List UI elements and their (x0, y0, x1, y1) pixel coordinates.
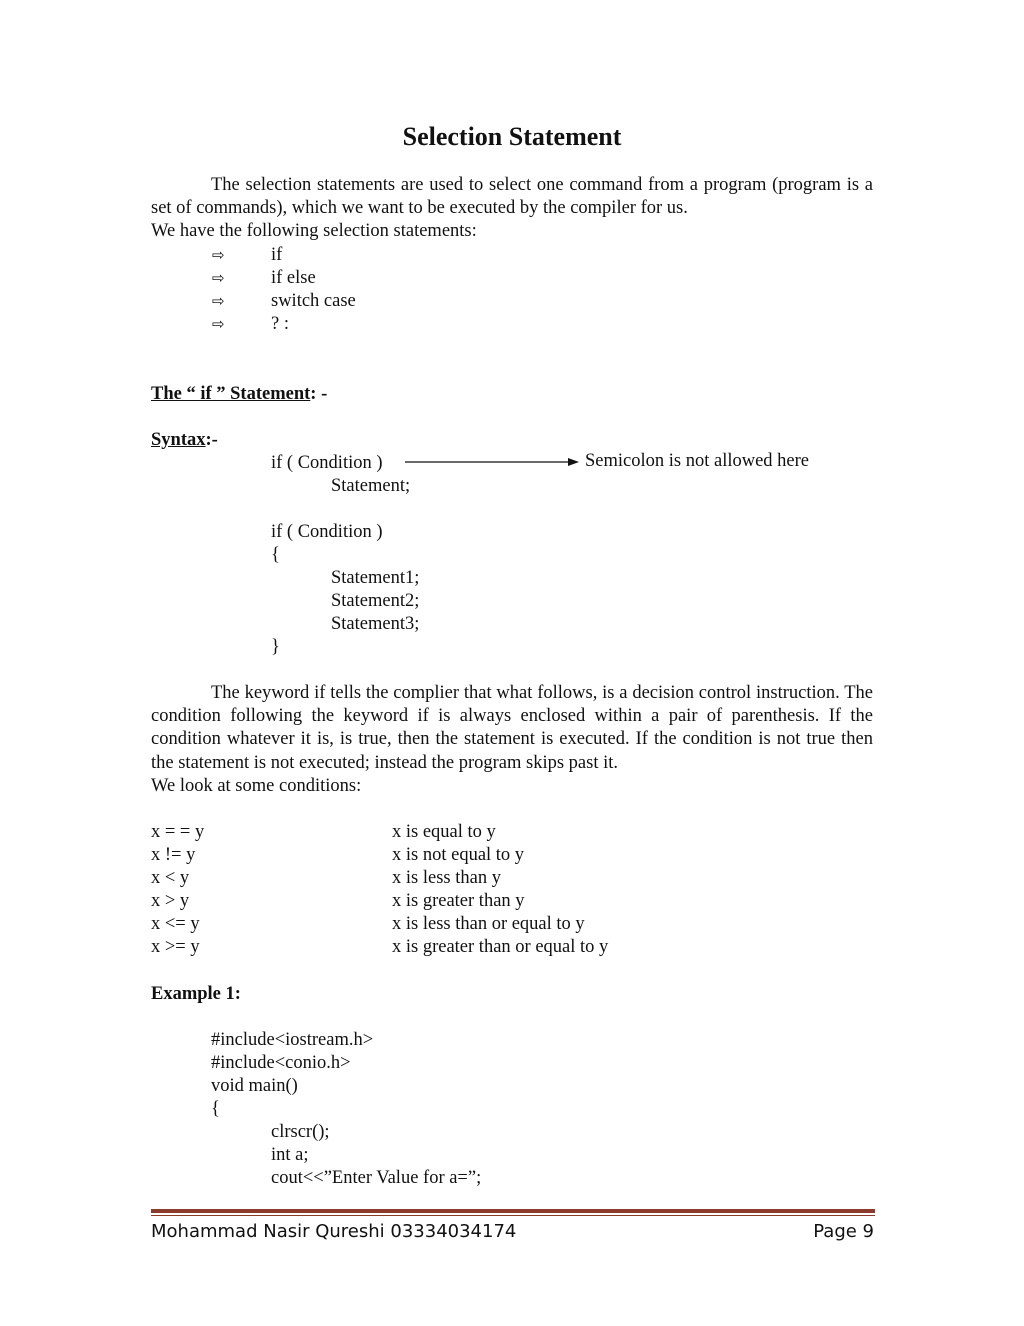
syntax-line: if ( Condition ) (271, 522, 383, 542)
footer-author: Mohammad Nasir Qureshi 03334034174 (151, 1221, 517, 1242)
condition-meaning: x is greater than y (392, 891, 525, 911)
condition-expr: x < y (151, 868, 190, 888)
code-line: #include<iostream.h> (211, 1030, 374, 1050)
syntax-line: Statement2; (331, 591, 420, 611)
right-arrow-icon: ⇨ (212, 315, 225, 333)
syntax-line: } (271, 637, 280, 657)
syntax-line: Statement3; (331, 614, 420, 634)
condition-meaning: x is less than or equal to y (392, 914, 585, 934)
condition-meaning: x is greater than or equal to y (392, 937, 609, 957)
footer-rule (151, 1209, 875, 1213)
syntax-line: Statement; (331, 476, 411, 496)
list-item: ? : (271, 314, 289, 334)
condition-expr: x = = y (151, 822, 205, 842)
syntax-line: Statement1; (331, 568, 420, 588)
syntax-label-text: Syntax (151, 430, 206, 450)
condition-expr: x >= y (151, 937, 200, 957)
footer-page-number: Page 9 (813, 1221, 874, 1242)
code-line: void main() (211, 1076, 298, 1096)
condition-meaning: x is less than y (392, 868, 501, 888)
if-statement-heading (151, 383, 327, 406)
right-arrow-icon: ⇨ (212, 269, 225, 287)
syntax-line: { (271, 545, 280, 565)
semicolon-note: Semicolon is not allowed here (585, 451, 810, 471)
condition-expr: x > y (151, 891, 190, 911)
code-line: int a; (271, 1145, 309, 1165)
intro-text: The selection statements are used to select one command from a program (program is a set of commands), which we want to be executed by the compiler for us. (151, 175, 873, 219)
list-item: switch case (271, 291, 356, 311)
explanation-paragraph (151, 682, 873, 798)
code-line: clrscr(); (271, 1122, 330, 1142)
list-item: if (271, 245, 283, 265)
syntax-label-suffix: :- (205, 430, 218, 450)
explanation-text: The keyword if tells the complier that what follows, is a decision control instruction. The condition following the keyword if is always enclosed within a pair of parenthesis. If the condition whatever it is, is true, then the statement is executed. If the condition is not true then the statement is not executed; instead the program skips past it. (151, 683, 873, 773)
condition-meaning: x is not equal to y (392, 845, 525, 865)
footer-rule-thin (151, 1215, 875, 1216)
code-line: { (211, 1099, 220, 1119)
heading-text: The “ if ” Statement (151, 384, 311, 404)
syntax-line: if ( Condition ) (271, 453, 383, 473)
condition-expr: x <= y (151, 914, 200, 934)
explanation-lead: We look at some conditions: (151, 775, 362, 796)
condition-meaning: x is equal to y (392, 822, 496, 842)
syntax-label (151, 429, 218, 452)
list-item: if else (271, 268, 316, 288)
code-line: #include<conio.h> (211, 1053, 351, 1073)
intro-lead: We have the following selection statements: (151, 221, 477, 242)
right-arrow-icon: ⇨ (212, 292, 225, 310)
heading-suffix: : - (310, 384, 328, 404)
long-right-arrow-icon (405, 455, 580, 469)
example-label: Example 1: (151, 984, 241, 1004)
code-line: cout<<”Enter Value for a=”; (271, 1168, 482, 1188)
right-arrow-icon: ⇨ (212, 246, 225, 264)
condition-expr: x != y (151, 845, 196, 865)
page-title: Selection Statement (402, 122, 622, 151)
intro-paragraph (151, 174, 873, 244)
